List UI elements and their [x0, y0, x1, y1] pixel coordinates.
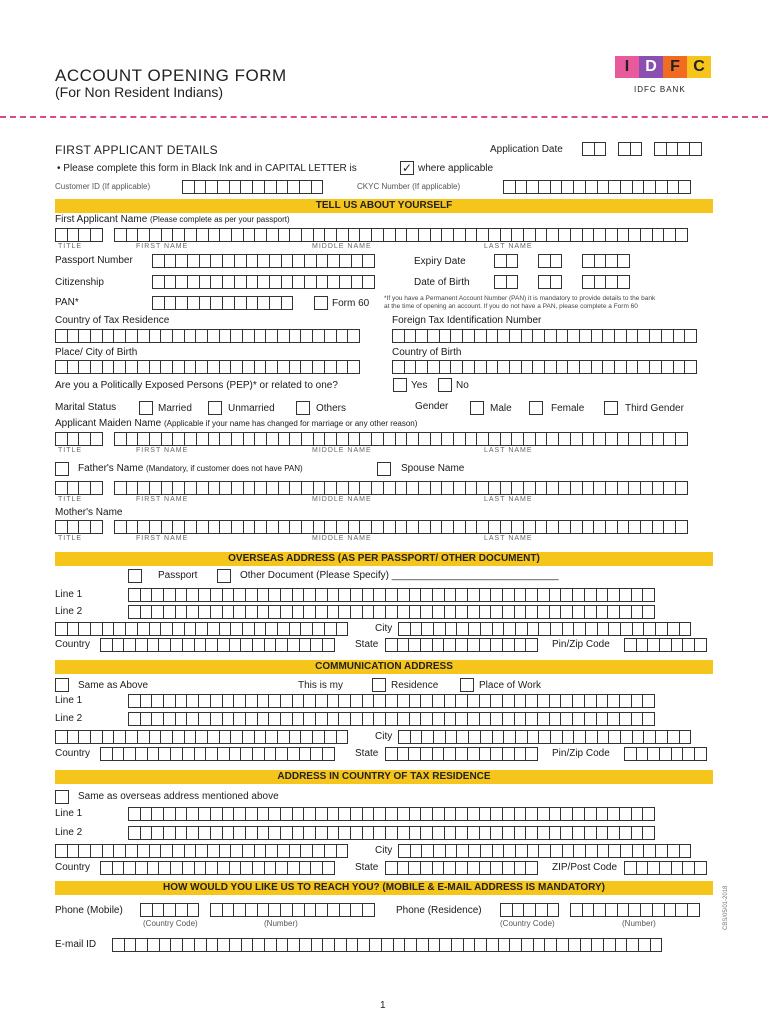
- comm-city-field[interactable]: [398, 730, 690, 744]
- name-part-middle: MIDDLE NAME: [312, 496, 372, 503]
- father-name-checkbox[interactable]: [55, 462, 69, 476]
- logo-letter: I: [615, 56, 639, 78]
- mobile-number[interactable]: [210, 903, 374, 917]
- expiry-label: Expiry Date: [414, 256, 466, 267]
- maiden-name-boxes[interactable]: [114, 432, 687, 446]
- overseas-line1-label: Line 1: [55, 589, 83, 600]
- header-divider: [0, 116, 768, 118]
- third-gender-label: Third Gender: [625, 403, 684, 414]
- citizenship-label: Citizenship: [55, 277, 104, 288]
- pep-question: Are you a Politically Exposed Persons (PEP)* or related to one?: [55, 380, 338, 391]
- overseas-state-label: State: [355, 639, 379, 650]
- tax-country-field[interactable]: [100, 861, 334, 875]
- place-birth-label: Place/ City of Birth: [55, 347, 138, 358]
- logo-letter: D: [639, 56, 663, 78]
- tax-state-field[interactable]: [385, 861, 537, 875]
- third-gender-checkbox[interactable]: [604, 401, 618, 415]
- passport-doc-label: Passport: [158, 570, 198, 581]
- comm-country-field[interactable]: [100, 747, 334, 761]
- page-number: 1: [380, 1000, 386, 1011]
- comm-same-label: Same as Above: [78, 680, 149, 691]
- dob-day[interactable]: [494, 275, 517, 289]
- name-part-middle: MIDDLE NAME: [312, 447, 372, 454]
- name-part-last: LAST NAME: [484, 243, 533, 250]
- mother-name-title[interactable]: [55, 520, 102, 534]
- dob-month[interactable]: [538, 275, 561, 289]
- tax-same-checkbox[interactable]: [55, 790, 69, 804]
- dob-label: Date of Birth: [414, 277, 470, 288]
- comm-this-is-label: This is my: [298, 680, 343, 691]
- tax-zip-label: ZIP/Post Code: [552, 862, 618, 873]
- gender-label: Gender: [415, 401, 449, 412]
- country-birth-label: Country of Birth: [392, 347, 462, 358]
- pan-field[interactable]: [152, 296, 292, 310]
- page-title: ACCOUNT OPENING FORM: [55, 66, 287, 85]
- section-bar-communication: COMMUNICATION ADDRESS: [55, 660, 713, 674]
- expiry-year[interactable]: [582, 254, 629, 268]
- unmarried-label: Unmarried: [228, 403, 275, 414]
- name-part-title: TITLE: [58, 243, 83, 250]
- mother-name-label: Mother's Name: [55, 507, 123, 518]
- section-bar-tax-address: ADDRESS IN COUNTRY OF TAX RESIDENCE: [55, 770, 713, 784]
- name-part-title: TITLE: [58, 496, 83, 503]
- others-checkbox[interactable]: [296, 401, 310, 415]
- overseas-city-label: City: [375, 623, 393, 634]
- email-field[interactable]: [112, 938, 661, 952]
- residence-country-code-caption: (Country Code): [500, 919, 555, 928]
- name-part-title: TITLE: [58, 447, 83, 454]
- tax-residence-label: Country of Tax Residence: [55, 315, 170, 326]
- place-birth-field[interactable]: [55, 360, 359, 374]
- marital-label: Marital Status: [55, 402, 117, 413]
- customer-id-label: Customer ID (If applicable): [55, 182, 151, 191]
- application-date-month[interactable]: [618, 142, 641, 156]
- comm-address-field[interactable]: [55, 730, 347, 744]
- section-bar-contact: HOW WOULD YOU LIKE US TO REACH YOU? (MOBILE & E-MAIL ADDRESS IS MANDATORY): [55, 881, 713, 895]
- tax-state-label: State: [355, 862, 379, 873]
- comm-line2-label: Line 2: [55, 713, 83, 724]
- tax-zip-field[interactable]: [624, 861, 706, 875]
- tax-line1-label: Line 1: [55, 808, 83, 819]
- section-bar-overseas: OVERSEAS ADDRESS (AS PER PASSPORT/ OTHER DOCUMENT): [55, 552, 713, 566]
- name-part-last: LAST NAME: [484, 496, 533, 503]
- others-label: Others: [316, 403, 347, 414]
- pep-no-label: No: [456, 380, 469, 391]
- female-label: Female: [551, 403, 585, 414]
- male-checkbox[interactable]: [470, 401, 484, 415]
- residence-phone-label: Phone (Residence): [396, 905, 482, 916]
- other-doc-checkbox[interactable]: [217, 569, 231, 583]
- overseas-country-label: Country: [55, 639, 91, 650]
- comm-work-checkbox[interactable]: [460, 678, 474, 692]
- name-part-first: FIRST NAME: [136, 496, 189, 503]
- mobile-number-caption: (Number): [264, 919, 298, 928]
- father-name-boxes[interactable]: [114, 481, 687, 495]
- female-checkbox[interactable]: [529, 401, 543, 415]
- married-label: Married: [158, 403, 192, 414]
- tax-line1-field[interactable]: [128, 807, 654, 821]
- applicant-name-title[interactable]: [55, 228, 102, 242]
- unmarried-checkbox[interactable]: [208, 401, 222, 415]
- form60-label: Form 60: [332, 298, 370, 309]
- spouse-name-checkbox[interactable]: [377, 462, 391, 476]
- pan-note: *If you have a Permanent Account Number (PAN) it is mandatory to provide details to the bank at the time of opening an account. If you do not have a PAN, please complete a Form 60: [384, 295, 656, 310]
- form-code: CBS/05/01-2018: [723, 885, 729, 930]
- male-label: Male: [490, 403, 512, 414]
- comm-line1-field[interactable]: [128, 694, 654, 708]
- pan-label: PAN*: [55, 297, 79, 308]
- name-part-first: FIRST NAME: [136, 243, 189, 250]
- overseas-state-field[interactable]: [385, 638, 537, 652]
- section-bar-about: TELL US ABOUT YOURSELF: [55, 199, 713, 213]
- overseas-country-field[interactable]: [100, 638, 334, 652]
- pep-yes-checkbox[interactable]: [393, 378, 407, 392]
- comm-residence-label: Residence: [391, 680, 439, 691]
- passport-doc-checkbox[interactable]: [128, 569, 142, 583]
- expiry-month[interactable]: [538, 254, 561, 268]
- citizenship-field[interactable]: [152, 275, 374, 289]
- country-birth-field[interactable]: [392, 360, 696, 374]
- name-part-middle: MIDDLE NAME: [312, 243, 372, 250]
- mobile-country-code-caption: (Country Code): [143, 919, 198, 928]
- section-heading: FIRST APPLICANT DETAILS: [55, 143, 218, 157]
- comm-line2-field[interactable]: [128, 712, 654, 726]
- maiden-name-label: Applicant Maiden Name (Applicable if your name has changed for marriage or any other reason): [55, 418, 418, 429]
- logo-letter: F: [663, 56, 687, 78]
- application-date-label: Application Date: [490, 144, 563, 155]
- overseas-city-field[interactable]: [398, 622, 690, 636]
- name-part-title: TITLE: [58, 535, 83, 542]
- tax-city-label: City: [375, 845, 393, 856]
- overseas-address-field[interactable]: [55, 622, 347, 636]
- expiry-day[interactable]: [494, 254, 517, 268]
- logo-letter: C: [687, 56, 711, 78]
- comm-same-checkbox[interactable]: [55, 678, 69, 692]
- pep-no-checkbox[interactable]: [438, 378, 452, 392]
- name-part-middle: MIDDLE NAME: [312, 535, 372, 542]
- application-date-day[interactable]: [582, 142, 605, 156]
- where-applicable-text: where applicable: [418, 163, 494, 174]
- ckyc-field[interactable]: [503, 180, 690, 194]
- overseas-line1-field[interactable]: [128, 588, 654, 602]
- page-subtitle: (For Non Resident Indians): [55, 84, 224, 100]
- name-part-first: FIRST NAME: [136, 447, 189, 454]
- foreign-tin-label: Foreign Tax Identification Number: [392, 315, 542, 326]
- tax-country-label: Country: [55, 862, 91, 873]
- application-date-year[interactable]: [654, 142, 701, 156]
- tax-residence-field[interactable]: [55, 329, 359, 343]
- applicant-name-boxes[interactable]: [114, 228, 687, 242]
- comm-state-field[interactable]: [385, 747, 537, 761]
- overseas-pin-label: Pin/Zip Code: [552, 639, 610, 650]
- married-checkbox[interactable]: [139, 401, 153, 415]
- name-part-last: LAST NAME: [484, 447, 533, 454]
- overseas-line2-field[interactable]: [128, 605, 654, 619]
- father-name-label: Father's Name (Mandatory, if customer does not have PAN): [78, 463, 303, 474]
- email-label: E-mail ID: [55, 939, 97, 950]
- applicant-name-label: First Applicant Name (Please complete as per your passport): [55, 214, 290, 225]
- residence-country-code[interactable]: [500, 903, 558, 917]
- mother-name-boxes[interactable]: [114, 520, 687, 534]
- comm-pin-label: Pin/Zip Code: [552, 748, 610, 759]
- residence-number[interactable]: [570, 903, 699, 917]
- form60-checkbox[interactable]: [314, 296, 328, 310]
- mobile-country-code[interactable]: [140, 903, 198, 917]
- tax-line2-field[interactable]: [128, 826, 654, 840]
- comm-city-label: City: [375, 731, 393, 742]
- spouse-name-label: Spouse Name: [401, 463, 465, 474]
- comm-residence-checkbox[interactable]: [372, 678, 386, 692]
- tax-city-field[interactable]: [398, 844, 690, 858]
- comm-country-label: Country: [55, 748, 91, 759]
- passport-field[interactable]: [152, 254, 374, 268]
- comm-pin-field[interactable]: [624, 747, 706, 761]
- customer-id-field[interactable]: [182, 180, 322, 194]
- instruction-text: • Please complete this form in Black Ink and in CAPITAL LETTER is: [57, 163, 357, 174]
- dob-year[interactable]: [582, 275, 629, 289]
- ckyc-label: CKYC Number (If applicable): [357, 182, 461, 191]
- overseas-line2-label: Line 2: [55, 606, 83, 617]
- father-name-title[interactable]: [55, 481, 102, 495]
- bank-logo: [615, 56, 711, 78]
- foreign-tin-field[interactable]: [392, 329, 696, 343]
- overseas-pin-field[interactable]: [624, 638, 706, 652]
- check-sample-icon: ✓: [401, 161, 413, 175]
- mobile-label: Phone (Mobile): [55, 905, 123, 916]
- tax-address-field[interactable]: [55, 844, 347, 858]
- tax-line2-label: Line 2: [55, 827, 83, 838]
- residence-number-caption: (Number): [622, 919, 656, 928]
- comm-state-label: State: [355, 748, 379, 759]
- other-doc-label: Other Document (Please Specify) ______________________________: [240, 570, 559, 581]
- logo-caption: IDFC BANK: [634, 85, 686, 94]
- name-part-last: LAST NAME: [484, 535, 533, 542]
- passport-label: Passport Number: [55, 255, 133, 266]
- pep-yes-label: Yes: [411, 380, 428, 391]
- comm-work-label: Place of Work: [479, 680, 542, 691]
- comm-line1-label: Line 1: [55, 695, 83, 706]
- tax-same-label: Same as overseas address mentioned above: [78, 791, 279, 802]
- name-part-first: FIRST NAME: [136, 535, 189, 542]
- maiden-name-title[interactable]: [55, 432, 102, 446]
